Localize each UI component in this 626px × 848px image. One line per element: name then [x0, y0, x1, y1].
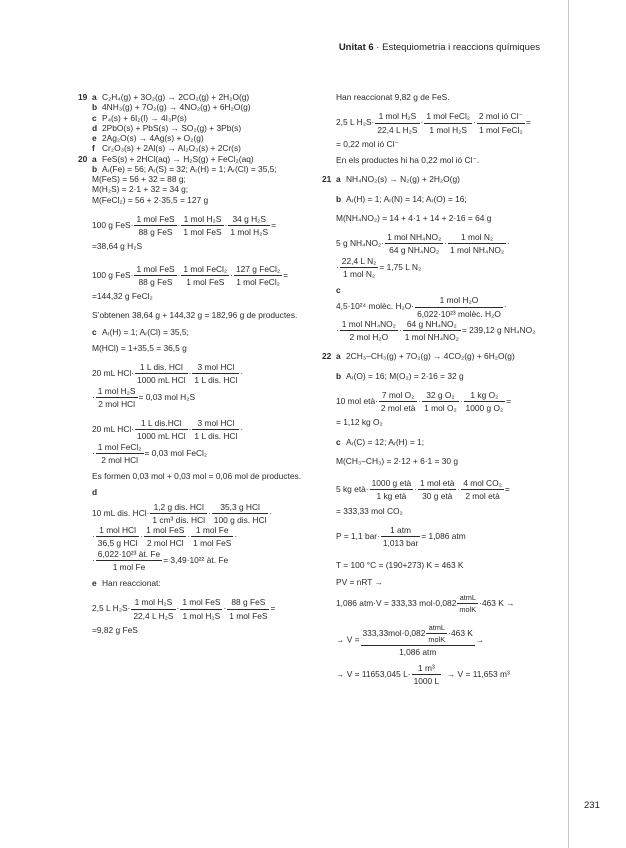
- numerator: 1 mol FeCl₂: [181, 264, 229, 276]
- equals: =: [506, 395, 512, 406]
- line: [78, 154, 306, 164]
- text-line: M(HCl) = 1+35,5 = 36,5 g: [92, 342, 187, 353]
- result: = 3,49·10²² àt. Fe: [163, 554, 229, 565]
- header-separator: ·: [373, 42, 383, 53]
- item-letter: c: [336, 285, 341, 295]
- item-letter: a: [336, 174, 341, 185]
- numerator: 1 mol età: [418, 478, 456, 490]
- result: =9,82 g FeS: [92, 624, 138, 635]
- equals: =: [525, 117, 531, 128]
- unit-title: Estequiometria i reaccions químiques: [382, 42, 540, 53]
- calculation: · 1 mol FeCl₂ 2 mol HCl = 0,03 mol FeCl₂: [92, 441, 208, 465]
- denominator: 1 mol H₂S: [182, 610, 221, 621]
- numerator: 1 mol FeCl₂: [424, 111, 472, 123]
- result: =144,32 g FeCl₂: [92, 291, 153, 301]
- calculation: · 6,022·10²³ àt. Fe 1 mol Fe = 3,49·10²² àt. Fe: [92, 548, 229, 572]
- fraction: [403, 319, 461, 343]
- calculation: 100 g FeS· 1 mol FeS 88 g FeS · 1 mol H₂S 1 mol FeS · 34 g H₂S 1 mol H₂S =: [92, 213, 276, 237]
- calculation: 10 mL dis. HCl· 1,2 g dis. HCl 1 cm³ dis. HCl · 35,3 g HCl 100 g dis. HCl ·: [92, 501, 273, 525]
- term: 5 kg età·: [336, 483, 369, 494]
- question-number: 19: [78, 92, 88, 102]
- fraction: [424, 111, 472, 135]
- line: [78, 143, 306, 153]
- equation: Cr₂O₃(s) + 2Al(s) → Al₂O₃(s) + 2Cr(s): [102, 143, 241, 154]
- numerator: 22,4 L N₂: [340, 256, 379, 268]
- calculation: 20 mL HCl· 1 L dis. HCl 1000 mL HCl · 3 mol HCl 1 L dis. HCl ·: [92, 362, 244, 386]
- line: [322, 371, 558, 381]
- fraction: [212, 502, 269, 526]
- equation: 4NH₃(g) + 7O₂(g) → 4NO₂(g) + 6H₂O(g): [102, 102, 251, 113]
- numerator: 1 mol HCl: [96, 525, 140, 537]
- fraction: [370, 478, 414, 502]
- term: → V = 11653,045 L·: [336, 669, 411, 680]
- denominator: 2 mol età: [465, 491, 500, 502]
- denominator: 2 mol HCl: [146, 538, 184, 549]
- term: 2,5 L H₂S·: [336, 117, 375, 128]
- calculation: [322, 593, 558, 614]
- fraction: [131, 597, 175, 621]
- denominator: 22,4 L H₂S: [377, 124, 418, 135]
- numerator: 1 mol FeS: [180, 597, 222, 609]
- numerator: 1 mol NH₄NO₂: [385, 232, 443, 244]
- item-letter: a: [92, 92, 97, 102]
- denominator: 2 mol età: [380, 403, 416, 413]
- equation: 2CH₃–CH₃(g) + 7O₂(g) → 4CO₂(g) + 6H₂O(g): [346, 351, 515, 362]
- fraction: [464, 390, 506, 414]
- item-letter: b: [92, 163, 98, 174]
- numerator: 1 mol N₂: [448, 232, 506, 244]
- result: = 0,03 mol H₂S: [138, 391, 196, 402]
- item-letter: b: [336, 370, 342, 381]
- denominator: 1000 mL HCl: [137, 375, 186, 386]
- fraction: [135, 362, 188, 386]
- text-line: M(FeCl₂) = 56 + 2·35,5 = 127 g: [92, 194, 209, 205]
- question-number: 22: [322, 351, 332, 362]
- denominator: 36,5 g HCl: [97, 538, 138, 549]
- denominator: 100 g dis. HCl: [213, 514, 267, 525]
- denominator: molK: [428, 634, 446, 644]
- denominator: 1000 g O₂: [465, 403, 504, 413]
- term: 1,086 atm·V = 333,33 mol·0,082: [336, 597, 457, 608]
- line: [78, 102, 306, 112]
- item-letter: a: [92, 153, 97, 164]
- numerator: 4 mol CO₂: [461, 478, 504, 490]
- fraction: [134, 264, 176, 288]
- denominator: 1 mol FeS: [183, 227, 222, 237]
- line: [322, 437, 558, 447]
- item-letter: c: [92, 326, 97, 337]
- numerator: 1 m³: [412, 663, 442, 675]
- denominator: 1 mol NH₄NO₂: [404, 332, 459, 342]
- line: [78, 487, 306, 497]
- text-line: T = 100 °C = (190+273) K = 463 K: [336, 560, 464, 571]
- numerator: 1 L dis. HCl: [135, 362, 188, 374]
- denominator: 1 mol FeCl₂: [236, 276, 280, 287]
- numerator: 1 kg O₂: [464, 390, 506, 402]
- item-letter: c: [336, 436, 341, 447]
- numerator: 1,2 g dis. HCl: [150, 502, 207, 514]
- term: 100 g FeS·: [92, 219, 134, 230]
- result: = 333,33 mol CO₂: [336, 505, 403, 516]
- fraction: [150, 502, 207, 526]
- fraction: [457, 593, 478, 614]
- line: [78, 164, 306, 174]
- calculation: [322, 525, 558, 549]
- paragraph: S’obtenen 38,64 g + 144,32 g = 182,96 g de productes.: [92, 310, 298, 321]
- item-letter: a: [336, 351, 341, 362]
- calculation: 4,5·10²⁴ molèc. H₂O· 1 mol H₂O 6,022·10²³ molèc. H₂O ·: [336, 295, 507, 319]
- denominator: 1 mol FeCl₂: [478, 124, 523, 135]
- numerator: 1 mol H₂S: [375, 111, 419, 123]
- calculation: [322, 623, 558, 657]
- fraction: [426, 623, 447, 644]
- result: =38,64 g H₂S: [92, 241, 143, 252]
- term: 10 mL dis. HCl·: [92, 507, 150, 518]
- denominator: 1 mol O₂: [424, 403, 457, 413]
- item-letter: b: [336, 193, 342, 204]
- denominator: 1 cm³ dis. HCl: [152, 514, 205, 525]
- fraction: [181, 214, 223, 238]
- numerator: 64 g NH₄NO₂: [403, 319, 461, 331]
- denominator: 30 g età: [422, 491, 453, 502]
- page-number: 231: [584, 800, 600, 811]
- line: [322, 174, 558, 184]
- equation: FeS(s) + 2HCl(aq) → H₂S(g) + FeCl₂(aq): [102, 153, 254, 164]
- term: 333,33mol·0,082: [362, 627, 426, 638]
- equals: =: [270, 603, 276, 614]
- calculation: · 1 mol H₂S 2 mol HCl = 0,03 mol H₂S: [92, 385, 196, 409]
- numerator: 1 mol FeS: [134, 214, 176, 226]
- fraction: [340, 256, 379, 280]
- denominator: 1 mol H₂S: [230, 227, 269, 237]
- text-line: Han reaccionat 9,82 g de FeS.: [336, 92, 450, 102]
- fraction: [228, 214, 270, 238]
- item-letter: b: [92, 102, 98, 113]
- equation: 2Ag₂O(s) → 4Ag(s) + O₂(g): [102, 133, 204, 143]
- denominator: 1 kg età: [376, 491, 407, 502]
- question-number: 21: [322, 174, 332, 185]
- fraction: [415, 295, 503, 319]
- denominator: 22,4 L H₂S: [133, 610, 174, 621]
- denominator: 1 mol FeS: [229, 610, 268, 621]
- arrow: →: [475, 634, 485, 645]
- line: [78, 113, 306, 123]
- numerator: 35,3 g HCl: [212, 502, 269, 514]
- result: = 1,12 kg O₂: [336, 417, 383, 428]
- denominator: 2 mol HCl: [101, 454, 139, 465]
- fraction: [96, 525, 140, 549]
- numerator: 1 mol FeS: [134, 264, 176, 276]
- equation: P₄(s) + 6I₂(l) → 4I₃P(s): [102, 112, 187, 123]
- denominator: 6,022·10²³ molèc. H₂O: [417, 308, 501, 319]
- line: [322, 351, 558, 361]
- numerator: 1 mol Fe: [191, 525, 233, 537]
- denominator: 88 g FeS: [138, 276, 173, 287]
- numerator: 1 L dis.HCl: [135, 418, 188, 430]
- fraction: [181, 264, 229, 288]
- numerator: 1 mol H₂S: [181, 214, 223, 226]
- numerator: 3 mol HCl: [192, 362, 239, 374]
- text: Aᵣ(Fe) = 56; Aᵣ(S) = 32; Aᵣ(H) = 1; Aᵣ(Cl) = 35,5;: [102, 163, 277, 174]
- calculation: 20 mL HCl· 1 L dis.HCl 1000 mL HCl · 3 mol HCl 1 L dis. HCl ·: [92, 418, 244, 442]
- term: 20 mL HCl·: [92, 367, 135, 378]
- fraction: [234, 264, 282, 288]
- calculation: 5 kg età· 1000 g età 1 kg età · 1 mol età 30 g età · 4 mol CO₂ 2 mol età =: [336, 478, 510, 502]
- text-line: M(H₂S) = 2·1 + 32 = 34 g;: [92, 184, 189, 195]
- fraction: [448, 232, 506, 256]
- term: ·463 K →: [479, 597, 515, 608]
- fraction: [227, 597, 269, 621]
- result: = 0,22 mol ió Cl⁻: [336, 138, 399, 149]
- denominator: 1 mol FeS: [186, 276, 225, 287]
- text: Aᵣ(O) = 16; M(O₂) = 2·16 = 32 g: [346, 370, 464, 381]
- denominator: 64 g NH₄NO₂: [389, 245, 440, 256]
- fraction: [96, 442, 144, 466]
- fraction: [192, 418, 239, 442]
- fraction: [461, 478, 504, 502]
- text-line: M(NH₄NO₂) = 14 + 4·1 + 14 + 2·16 = 64 g: [336, 212, 492, 223]
- page-edge-rule: [568, 0, 569, 848]
- numerator: 3 mol HCl: [192, 418, 239, 430]
- fraction: [477, 111, 525, 135]
- text: Aᵣ(H) = 1; Aᵣ(N) = 14; Aᵣ(O) = 16;: [346, 193, 467, 204]
- fraction: [192, 362, 239, 386]
- denominator: 1 L dis. HCl: [194, 375, 238, 386]
- line: [78, 578, 306, 588]
- fraction: [375, 111, 419, 135]
- fraction: [340, 319, 398, 343]
- term: 5 g NH₄NO₂·: [336, 237, 385, 248]
- denominator: 1 mol N₂: [343, 268, 376, 279]
- page-header: [339, 42, 540, 53]
- denominator: 2 mol HCl: [98, 398, 136, 409]
- fraction: [381, 525, 420, 549]
- denominator: 1000 mL HCl: [137, 431, 186, 442]
- line: [78, 327, 306, 337]
- numerator: atmL: [457, 593, 478, 604]
- calculation: [322, 663, 558, 687]
- fraction: [135, 418, 188, 442]
- line: [322, 194, 558, 204]
- term: 2,5 L H₂S·: [92, 603, 131, 614]
- text: Han reaccionat:: [102, 578, 161, 588]
- fraction: [144, 525, 186, 549]
- left-column: [78, 92, 306, 635]
- item-letter: e: [92, 133, 97, 143]
- fraction: [418, 478, 456, 502]
- item-letter: e: [92, 578, 97, 588]
- result: = 1,75 L N₂: [379, 261, 422, 272]
- equation: C₂H₄(g) + 3O₂(g) → 2CO₂(g) + 2H₂O(g): [102, 92, 250, 102]
- numerator: 7 mol O₂: [379, 390, 417, 402]
- item-letter: d: [92, 122, 98, 133]
- term: P = 1,1 bar·: [336, 530, 380, 541]
- equation: 2PbO(s) + PbS(s) → SO₂(g) + 3Pb(s): [102, 122, 242, 133]
- denominator: 88 g FeS: [138, 227, 173, 237]
- numerator: 1 mol FeCl₂: [96, 442, 144, 454]
- text-line: M(FeS) = 56 + 32 = 88 g;: [92, 174, 186, 184]
- calculation: 2,5 L H₂S· 1 mol H₂S 22,4 L H₂S · 1 mol FeS 1 mol H₂S · 88 g FeS 1 mol FeS =: [92, 597, 276, 621]
- calculation: 5 g NH₄NO₂· 1 mol NH₄NO₂ 64 g NH₄NO₂ · 1 mol N₂ 1 mol NH₄NO₂ ·: [336, 232, 510, 256]
- line: [78, 123, 306, 133]
- calculation: 10 mol età· 7 mol O₂ 2 mol età · 32 g O₂ 1 mol O₂ · $\frac{\text{1 kg O₂}}{\text{1000 g O₂}}$ =: [336, 389, 512, 413]
- numerator: 1 atm: [381, 525, 420, 537]
- numerator: 34 g H₂S: [228, 214, 270, 226]
- denominator: 1 mol H₂S: [429, 124, 468, 135]
- equals: =: [504, 483, 510, 494]
- line: [78, 133, 306, 143]
- term: 100 g FeS·: [92, 269, 134, 280]
- denominator: 1,013 bar: [382, 538, 419, 548]
- item-letter: d: [92, 487, 98, 498]
- item-letter: f: [92, 143, 95, 154]
- numerator: 32 g O₂: [422, 390, 459, 402]
- calculation: 100 g FeS· 1 mol FeS 88 g FeS · 1 mol FeCl₂ 1 mol FeS · 127 g FeCl₂ 1 mol FeCl₂ =: [92, 263, 289, 287]
- fraction: [379, 390, 417, 414]
- item-letter: c: [92, 112, 97, 123]
- result: = 1,086 atm: [421, 530, 466, 541]
- unit-label: Unitat 6: [338, 42, 374, 53]
- denominator: 1 mol NH₄NO₂: [450, 245, 505, 256]
- numerator: 88 g FeS: [227, 597, 269, 609]
- equation: NH₄NO₂(s) → N₂(g) + 2H₂O(g): [346, 174, 460, 185]
- denominator: 1 mol Fe: [112, 561, 146, 572]
- text-line: En els productes hi ha 0,22 mol ió Cl⁻.: [336, 155, 480, 165]
- text: Aᵣ(C) = 12; Aᵣ(H) = 1;: [346, 436, 425, 447]
- denominator: molK: [459, 604, 477, 614]
- numerator: 2 mol ió Cl⁻: [477, 111, 525, 123]
- denominator: 1 mol FeS: [193, 538, 232, 549]
- fraction: [412, 663, 442, 687]
- result: → V = 11,653 m³: [446, 669, 510, 680]
- term: 20 mL HCl·: [92, 423, 135, 434]
- result: = 239,12 g NH₄NO₂: [461, 324, 536, 335]
- term: 4,5·10²⁴ molèc. H₂O·: [336, 301, 415, 312]
- numerator: 127 g FeCl₂: [234, 264, 282, 276]
- denominator: 2 mol H₂O: [349, 332, 389, 342]
- numerator: 1 mol FeS: [144, 525, 186, 537]
- numerator: 1 mol H₂S: [96, 386, 138, 398]
- fraction: [180, 597, 222, 621]
- calculation: · 1 mol NH₄NO₂ 2 mol H₂O · 64 g NH₄NO₂ 1 mol NH₄NO₂ = 239,12 g NH₄NO₂: [336, 318, 536, 342]
- line: [322, 285, 558, 295]
- calculation: · 1 mol HCl 36,5 g HCl · 1 mol FeS 2 mol HCl · 1 mol Fe 1 mol FeS ·: [92, 525, 238, 549]
- text-line: M(CH₃–CH₃) = 2·12 + 6·1 = 30 g: [336, 455, 459, 466]
- fraction: [385, 232, 443, 256]
- equals: =: [271, 219, 276, 230]
- text: Aᵣ(H) = 1; Aᵣ(Cl) = 35,5;: [102, 326, 189, 337]
- denominator: 1,086 atm: [399, 646, 437, 657]
- numerator: 1000 g età: [370, 478, 414, 490]
- fraction: [134, 214, 176, 238]
- line: [78, 92, 306, 102]
- text-line: PV = nRT →: [336, 576, 383, 587]
- fraction: [191, 525, 233, 549]
- calculation: 2,5 L H₂S· 1 mol H₂S 22,4 L H₂S · 1 mol FeCl₂ 1 mol H₂S · 2 mol ió Cl⁻ 1 mol FeCl₂ =: [336, 111, 531, 135]
- numerator: 6,022·10²³ àt. Fe: [96, 549, 162, 561]
- term: ·463 K: [448, 627, 473, 638]
- fraction: [422, 390, 459, 414]
- term: → V =: [336, 634, 360, 645]
- numerator: atmL: [426, 623, 447, 634]
- numerator: 1 mol H₂S: [131, 597, 175, 609]
- result: = 0,03 mol FeCl₂: [144, 447, 208, 458]
- denominator: 1000 L: [413, 676, 440, 687]
- calculation: · 22,4 L N₂ 1 mol N₂ = 1,75 L N₂: [336, 255, 422, 279]
- right-column: [322, 92, 558, 687]
- numerator: 1 mol H₂O: [415, 295, 503, 307]
- question-number: 20: [78, 153, 88, 164]
- fraction: [96, 549, 162, 573]
- paragraph: Es formen 0,03 mol + 0,03 mol = 0,06 mol de productes.: [92, 471, 302, 481]
- equals: =: [283, 269, 289, 280]
- term: 10 mol età·: [336, 395, 378, 406]
- fraction: [96, 386, 138, 410]
- denominator: 1 L dis. HCl: [194, 431, 238, 442]
- numerator: 1 mol NH₄NO₂: [340, 319, 398, 331]
- numerator: [361, 623, 475, 646]
- fraction: [361, 623, 475, 657]
